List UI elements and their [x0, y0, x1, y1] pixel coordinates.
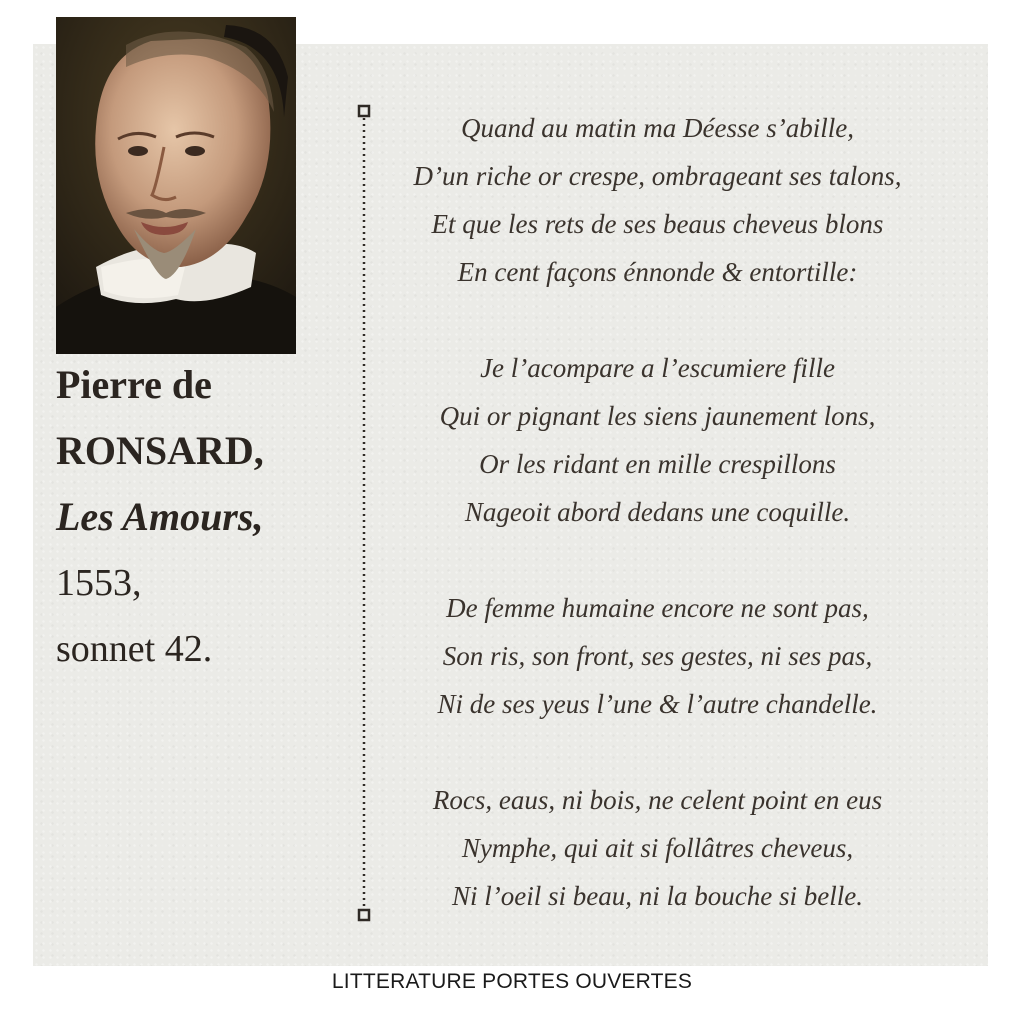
- publication-year: 1553,: [56, 562, 142, 604]
- poem-line: Quand au matin ma Déesse s’abille,: [461, 113, 854, 143]
- poem-line: Son ris, son front, ses gestes, ni ses pas,: [442, 641, 873, 671]
- stanza: [380, 776, 935, 920]
- poem-line: Ni l’oeil si beau, ni la bouche si belle.: [452, 881, 863, 911]
- poem-line: D’un riche or crespe, ombrageant ses talons,: [413, 161, 902, 191]
- poem-line: De femme humaine encore ne sont pas,: [446, 593, 869, 623]
- author-last-name: RONSARD,: [56, 428, 264, 473]
- sonnet-number: sonnet 42.: [56, 628, 213, 670]
- poem-text: [380, 104, 935, 968]
- vertical-divider-icon: [357, 104, 371, 922]
- poem-line: En cent façons énnonde & entortille:: [457, 257, 858, 287]
- work-title: Les Amours,: [56, 494, 264, 539]
- poem-line: Qui or pignant les siens jaunement lons,: [439, 401, 876, 431]
- poem-line: Nageoit abord dedans une coquille.: [464, 497, 851, 527]
- stanza: [380, 344, 935, 536]
- poem-line: Rocs, eaus, ni bois, ne celent point en eus: [432, 785, 883, 815]
- author-portrait: [56, 17, 296, 354]
- author-first-name: Pierre de: [56, 362, 212, 407]
- poem-line: Ni de ses yeus l’une & l’autre chandelle.: [437, 689, 878, 719]
- stanza: [380, 584, 935, 728]
- poem-line: Nymphe, qui ait si follâtres cheveus,: [461, 833, 854, 863]
- poem-line: Je l’acompare a l’escumiere fille: [480, 353, 835, 383]
- poem-line: Or les ridant en mille crespillons: [479, 449, 836, 479]
- poem-line: Et que les rets de ses beaus cheveus blons: [431, 209, 884, 239]
- stanza: [380, 104, 935, 296]
- author-caption: [56, 352, 316, 682]
- footer-credit: LITTERATURE PORTES OUVERTES: [331, 970, 693, 993]
